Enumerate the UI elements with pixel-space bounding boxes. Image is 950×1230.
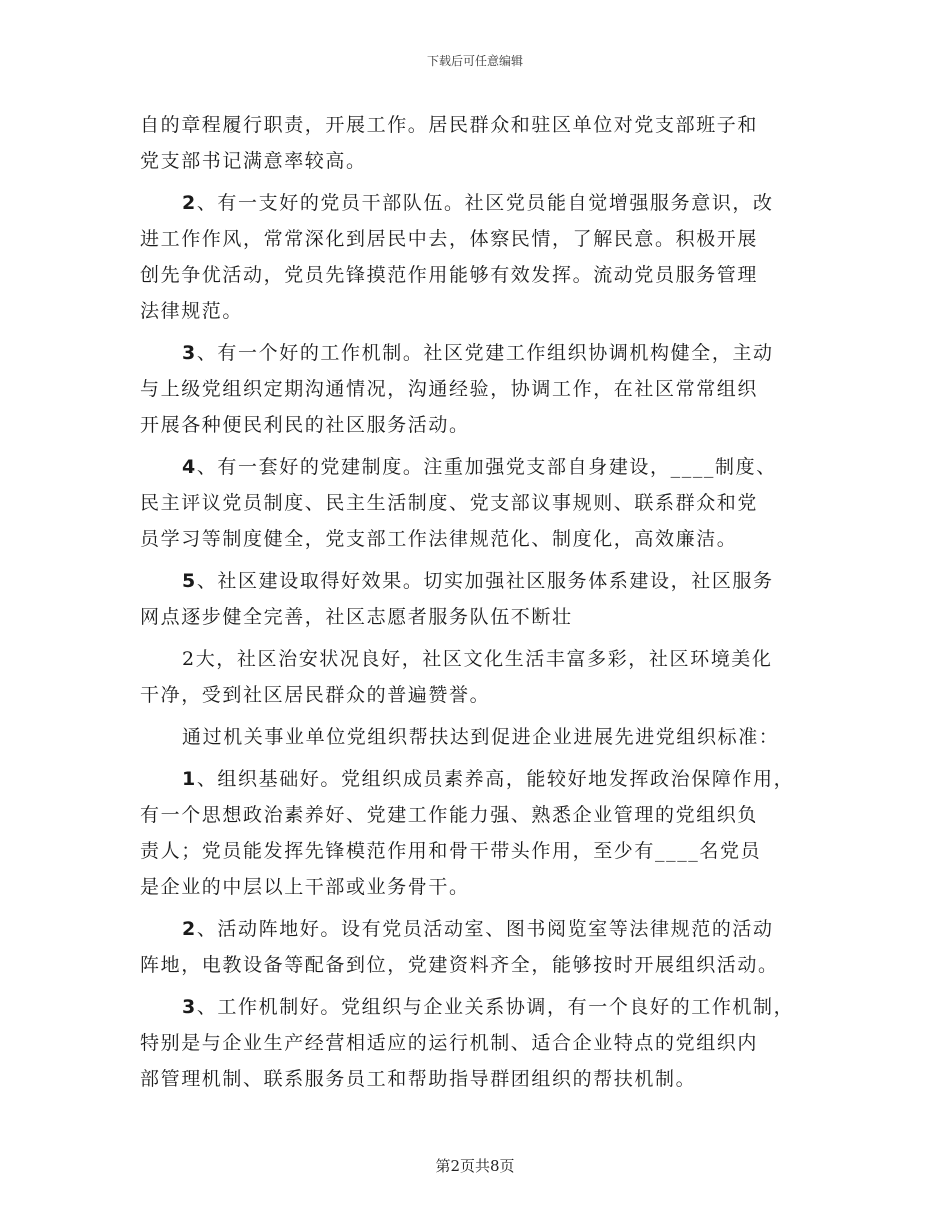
- text-line: 、活动阵地好。设有党员活动室、图书阅览室等法律规范的活动: [196, 918, 774, 940]
- document-body: [140, 107, 820, 1103]
- text-line: 责人；党员能发挥先锋模范作用和骨干带头作用，至少有____名党员: [140, 840, 762, 862]
- item-number: 5: [182, 570, 197, 592]
- text-line: 、有一套好的党建制度。注重加强党支部自身建设，____制度、: [196, 456, 777, 478]
- text-line: 自的章程履行职责，开展工作。居民群众和驻区单位对党支部班子和: [140, 114, 759, 136]
- text-line: 法律规范。: [140, 300, 244, 322]
- text-line: 党支部书记满意率较高。: [140, 150, 367, 172]
- item-number: 2: [182, 192, 197, 214]
- paragraph-5: [140, 563, 820, 635]
- item-number: 1: [182, 768, 197, 790]
- paragraph-first-line: [140, 185, 820, 221]
- item-number: 3: [182, 342, 197, 364]
- paragraph-first-line: [140, 563, 820, 599]
- paragraph-first-line: [140, 761, 820, 797]
- text-line: 创先争优活动，党员先锋摸范作用能够有效发挥。流动党员服务管理: [140, 264, 759, 286]
- paragraph-first-line: [140, 911, 820, 947]
- text-line: 员学习等制度健全，党支部工作法律规范化、制度化，高效廉洁。: [140, 528, 738, 550]
- text-line: 有一个思想政治素养好、党建工作能力强、熟悉企业管理的党组织负: [140, 804, 759, 826]
- text-line: 、工作机制好。党组织与企业关系协调，有一个良好的工作机制，: [196, 996, 795, 1018]
- item-number: 2: [182, 918, 197, 940]
- paragraph-8: [140, 761, 820, 905]
- text-line: 2大，社区治安状况良好，社区文化生活丰富多彩，社区环境美化: [182, 648, 773, 670]
- paragraph-10: [140, 989, 820, 1097]
- text-line: 、有一支好的党员干部队伍。社区党员能自觉增强服务意识，改: [196, 192, 774, 214]
- paragraph-3: [140, 335, 820, 443]
- text-line: 民主评议党员制度、民主生活制度、党支部议事规则、联系群众和党: [140, 492, 759, 514]
- text-line: 通过机关事业单位党组织帮扶达到促进企业进展先进党组织标准：: [182, 726, 780, 748]
- text-line: 网点逐步健全完善，社区志愿者服务队伍不断壮: [140, 606, 573, 628]
- paragraph-6: [140, 641, 820, 713]
- header-note: 下载后可任意编辑: [426, 54, 523, 68]
- item-number: 4: [182, 456, 197, 478]
- item-number: 3: [182, 996, 197, 1018]
- paragraph-first-line: [140, 989, 820, 1025]
- text-line: 部管理机制、联系服务员工和帮助指导群团组织的帮扶机制。: [140, 1068, 697, 1090]
- page-number: 第2页共8页: [435, 1157, 515, 1175]
- paragraph-first-line: [140, 449, 820, 485]
- paragraph-1: [140, 107, 820, 179]
- text-line: 与上级党组织定期沟通情况，沟通经验，协调工作，在社区常常组织: [140, 378, 759, 400]
- paragraph-4: [140, 449, 820, 557]
- text-line: 、社区建设取得好效果。切实加强社区服务体系建设，社区服务: [196, 570, 774, 592]
- text-line: 进工作作风，常常深化到居民中去，体察民情，了解民意。积极开展: [140, 228, 759, 250]
- text-line: 开展各种便民利民的社区服务活动。: [140, 414, 470, 436]
- text-line: 特别是与企业生产经营相适应的运行机制、适合企业特点的党组织内: [140, 1032, 759, 1054]
- text-line: 是企业的中层以上干部或业务骨干。: [140, 876, 470, 898]
- text-line: 阵地，电教设备等配备到位，党建资料齐全，能够按时开展组织活动。: [140, 954, 779, 976]
- text-line: 、有一个好的工作机制。社区党建工作组织协调机构健全，主动: [196, 342, 774, 364]
- paragraph-2: [140, 185, 820, 329]
- text-line: 干净，受到社区居民群众的普遍赞誉。: [140, 684, 491, 706]
- paragraph-7: [140, 719, 820, 755]
- paragraph-first-line: [140, 335, 820, 371]
- text-line: 、组织基础好。党组织成员素养高，能较好地发挥政治保障作用，: [196, 768, 795, 790]
- paragraph-9: [140, 911, 820, 983]
